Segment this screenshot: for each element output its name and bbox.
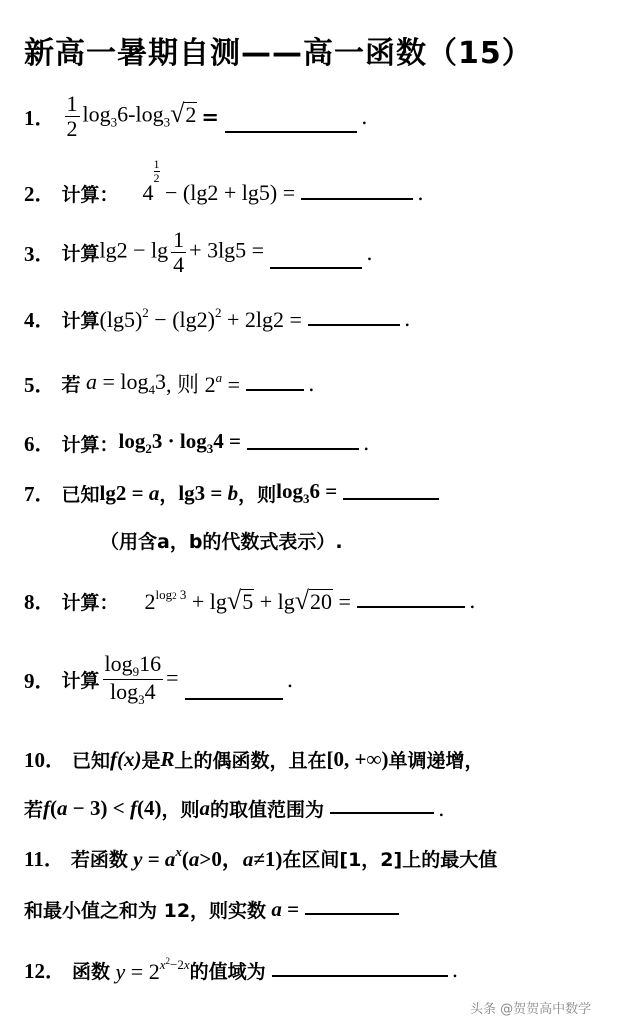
problem-number: 5． bbox=[24, 372, 56, 397]
problem-10-a: a bbox=[199, 796, 210, 820]
answer-blank[interactable] bbox=[225, 130, 357, 133]
problem-7-expr-c: $\log_36$ = bbox=[276, 479, 338, 506]
period: . bbox=[366, 240, 373, 265]
problem-number: 11． bbox=[24, 847, 65, 871]
problem-7 bbox=[24, 478, 443, 508]
problem-10-line2 bbox=[24, 795, 445, 822]
problem-2-expr: 4 $\frac{1}{2}$ − (lg2 + lg5) = bbox=[142, 157, 296, 205]
problem-5-expr2: $2^a$ = bbox=[199, 369, 240, 397]
problem-12 bbox=[24, 955, 458, 985]
problem-label: 计算 bbox=[61, 670, 100, 693]
period: . bbox=[417, 181, 424, 205]
problem-number: 3． bbox=[24, 241, 56, 266]
period: . bbox=[360, 104, 368, 129]
answer-blank[interactable] bbox=[272, 974, 448, 977]
problem-label: 若 bbox=[61, 374, 81, 396]
problem-number: 9． bbox=[24, 668, 56, 693]
problem-11-expr: $y = a^x(a>0$，a≠1) bbox=[133, 844, 283, 871]
problem-11-connector: 在区间[1，2]上的最大值 bbox=[282, 848, 498, 871]
problem-number: 2． bbox=[24, 182, 56, 206]
problem-1 bbox=[24, 92, 368, 141]
watermark: 头条 @贺贺高中数学 bbox=[470, 1002, 592, 1017]
answer-blank[interactable] bbox=[301, 197, 413, 200]
period: . bbox=[286, 667, 294, 692]
problem-8 bbox=[24, 586, 476, 616]
problem-5-expr: $a = \log_43$ bbox=[86, 369, 167, 397]
period: . bbox=[437, 796, 445, 821]
problem-6 bbox=[24, 428, 370, 458]
problem-number: 6． bbox=[24, 432, 56, 456]
period: . bbox=[451, 958, 459, 982]
problem-label: 函数 bbox=[72, 960, 111, 983]
problem-7-note: （用含a，b的代数式表示）. bbox=[100, 531, 343, 553]
problem-10-connector: 若 bbox=[24, 799, 44, 821]
problem-10 bbox=[24, 744, 484, 774]
problem-label: 已知 bbox=[61, 483, 100, 506]
problem-11-a: a = bbox=[271, 897, 300, 921]
page-title: 新高一暑期自测——高一函数（15） bbox=[24, 36, 533, 71]
equals-sign: = bbox=[201, 104, 219, 130]
answer-blank[interactable] bbox=[246, 388, 304, 391]
problem-number: 4． bbox=[24, 308, 56, 332]
problem-1-expr: $\frac{1}{2}$ $\log_36-\log_3$ √ 2 bbox=[66, 91, 197, 142]
problem-12-connector: 的值域为 bbox=[189, 960, 266, 983]
answer-blank[interactable] bbox=[305, 912, 399, 915]
problem-2 bbox=[24, 157, 424, 208]
problem-7-connector: ，则 bbox=[238, 483, 277, 506]
problem-10-connector: 单调递增， bbox=[388, 749, 484, 772]
problem-11-line2 bbox=[24, 896, 403, 923]
problem-label: 计算 bbox=[61, 309, 100, 332]
problem-4 bbox=[24, 304, 411, 334]
problem-10-R: R bbox=[160, 746, 175, 771]
problem-6-expr: $\log_23 \cdot \log_34$ = bbox=[118, 429, 241, 456]
problem-label: 若函数 bbox=[70, 848, 128, 871]
problem-label: 计算 bbox=[61, 243, 100, 266]
problem-5-connector: , 则 bbox=[166, 372, 200, 397]
problem-11-connector: 和最小值之和为 12，则实数 bbox=[24, 900, 267, 922]
answer-blank[interactable] bbox=[343, 497, 439, 500]
problem-7-expr-b: lg3 = b bbox=[178, 480, 239, 505]
answer-blank[interactable] bbox=[270, 266, 362, 269]
problem-10-connector: ，则 bbox=[161, 799, 200, 821]
answer-blank[interactable] bbox=[247, 447, 359, 450]
problem-10-connector: 是 bbox=[141, 749, 161, 772]
problem-label: 计算： bbox=[61, 433, 119, 456]
period: . bbox=[403, 307, 411, 331]
problem-3-expr: lg2 − lg $\frac{1}{4}$ + 3lg5 = bbox=[99, 227, 265, 278]
period: . bbox=[362, 431, 370, 455]
problem-10-connector: 的取值范围为 bbox=[209, 799, 324, 821]
problem-label: 计算： bbox=[61, 591, 119, 614]
answer-blank[interactable] bbox=[330, 811, 434, 814]
problem-4-expr: $(\lg 5)^2 - (\lg 2)^2 + 2\lg 2$ = bbox=[99, 305, 302, 332]
answer-blank[interactable] bbox=[185, 697, 283, 700]
problem-label: 计算： bbox=[61, 183, 119, 206]
problem-number: 10． bbox=[24, 748, 66, 772]
problem-9-expr: $\frac{\log_916}{\log_34}$ = bbox=[104, 651, 179, 708]
problem-5 bbox=[24, 368, 315, 399]
problem-7-connector: ， bbox=[159, 483, 179, 506]
problem-12-expr: $y = 2^{x^2-2x}$ bbox=[115, 955, 190, 984]
problem-number: 1． bbox=[24, 105, 56, 130]
period: . bbox=[307, 371, 315, 396]
problem-number: 7． bbox=[24, 482, 56, 506]
answer-blank[interactable] bbox=[357, 605, 465, 608]
problem-10-ineq: f(a − 3) < f(4) bbox=[43, 796, 162, 820]
problem-3 bbox=[24, 228, 373, 277]
problem-8-expr: $2^{log2 3} + \lg$ √ 5 + lg √ 20 = bbox=[144, 586, 351, 615]
answer-blank[interactable] bbox=[308, 323, 400, 326]
period: . bbox=[468, 589, 476, 613]
problem-10-fx: f(x) bbox=[110, 746, 142, 771]
problem-label: 已知 bbox=[72, 749, 111, 772]
problem-9 bbox=[24, 652, 293, 708]
problem-10-interval: [0, +∞) bbox=[326, 746, 389, 771]
problem-11 bbox=[24, 843, 497, 873]
problem-7-expr-a: lg2 = a bbox=[99, 480, 160, 505]
problem-10-connector: 上的偶函数，且在 bbox=[174, 749, 327, 772]
problem-number: 8． bbox=[24, 590, 56, 614]
problem-number: 12． bbox=[24, 959, 66, 983]
